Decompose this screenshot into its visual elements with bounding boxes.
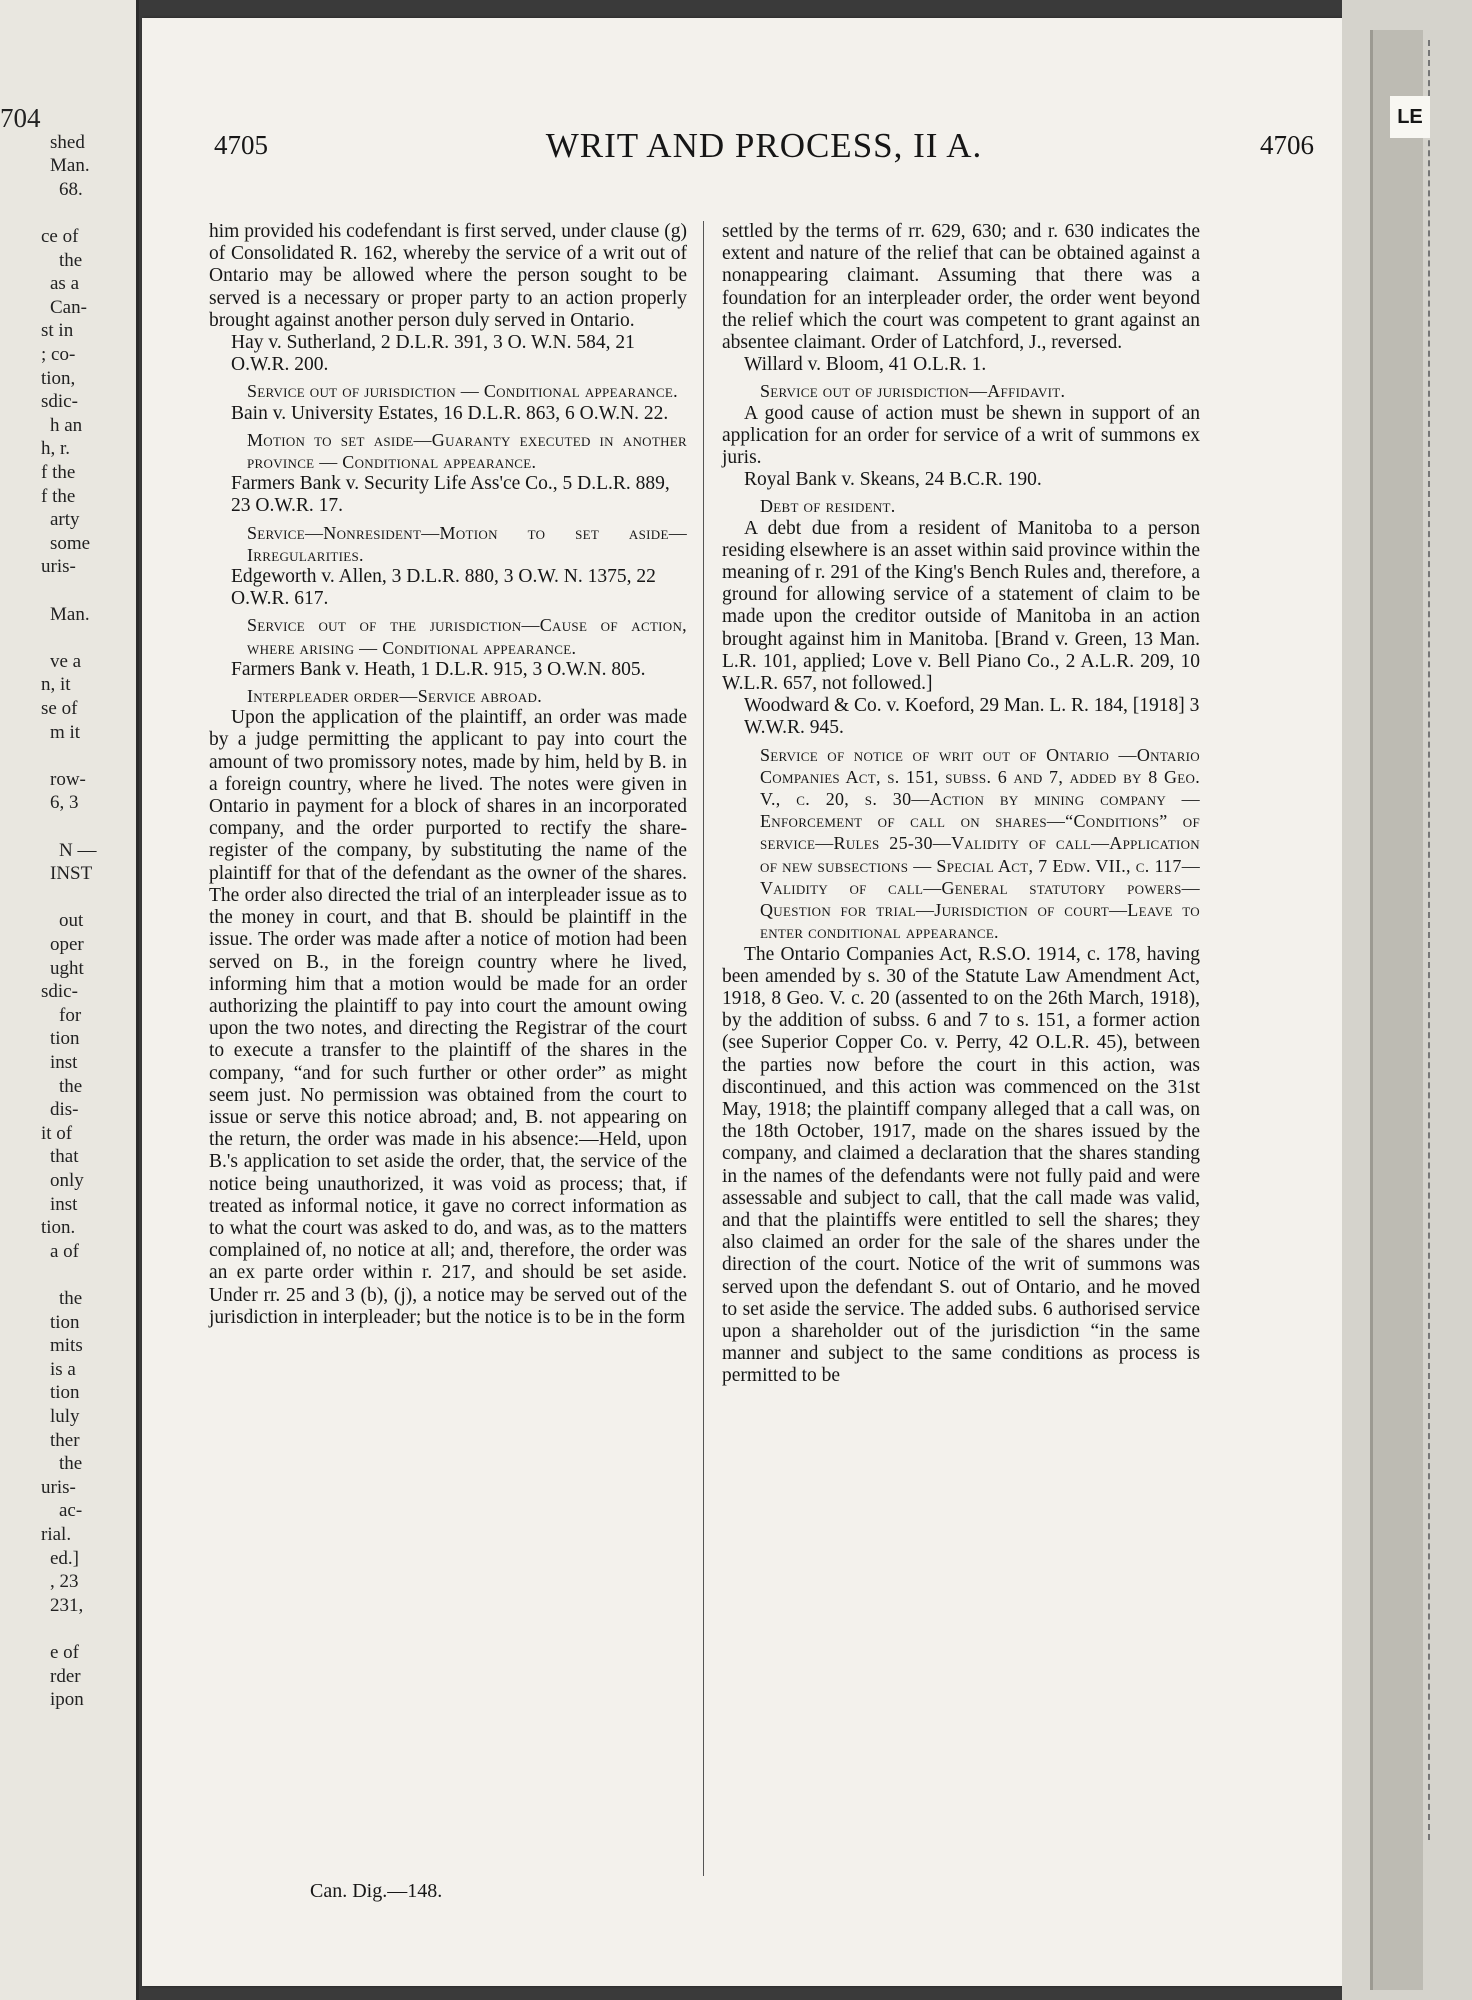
sliver-text: the xyxy=(59,1453,83,1475)
paragraph: Upon the application of the plaintiff, an order was made by a judge permitting the applicant to pay into court the amount of two promissory notes, made by him, held by B. in a foreign country, where he lived. The notes were given in Ontario in payment for a block of shares in an incorporated company, and the order purported to rectify the share-register of the company, by substituting the name of the plaintiff for that of the defendant as the owner of the shares. The order also directed the trial of an interpleader issue as to the money in court, and that B. should be plaintiff in the issue. The order was made after a notice of motion had been served on B., in the foreign country where he lived, informing him that a motion would be made for an order authorizing the plaintiff to pay into court the amount owing upon the two notes, and directing the Registrar of the court to execute a transfer to the plaintiff of the shares in the company, “and for such further or other order” as might seem just. No permission was obtained from the court to issue or serve this notice abroad; and, B. not appearing on the return, the order was made in his absence:—Held, upon B.'s application to set aside the order, that, the service of the notice being unauthorized, it was void as process; that, if treated as informal notice, it gave no correct information as to what the court was asked to do, and was, as to the matters complained of, no notice at all; and, therefore, the order was an ex parte order within r. 217, and should be set aside. Under rr. 25 and 3 (b), (j), a notice may be served out of the jurisdiction in interpleader; but the notice is to be in the form xyxy=(209,707,687,1328)
sliver-text: is a xyxy=(50,1358,76,1380)
sliver-text: inst xyxy=(50,1052,78,1073)
paragraph: settled by the terms of rr. 629, 630; and r. 630 indicates the extent and nature of the relief that can be obtained against a nonappearing claimant. Assuming that there was a foundation for an interpleader order, the order went beyond the relief which the court was competent to grant against an absentee claimant. Order of Latchford, J., reversed. xyxy=(722,221,1200,354)
sliver-text: h an xyxy=(50,414,83,436)
sliver-text: inst xyxy=(50,1193,78,1215)
sliver-text: sdic- xyxy=(41,391,78,413)
page-edge xyxy=(1370,30,1423,1990)
section-heading: Service out of jurisdiction—Affidavit. xyxy=(760,381,1066,402)
sliver-text: m it xyxy=(50,721,81,743)
case-citation: Royal Bank v. Skeans, 24 B.C.R. 190. xyxy=(744,469,1042,491)
sliver-text: e of xyxy=(50,1642,80,1663)
case-citation: Bain v. University Estates, 16 D.L.R. 863, 6 O.W.N. 22. xyxy=(231,402,669,424)
sliver-text: tion xyxy=(50,1382,80,1404)
sliver-text: as a xyxy=(50,273,80,295)
running-title: WRIT AND PROCESS, II A. xyxy=(545,126,983,165)
sliver-text: ther xyxy=(50,1429,80,1451)
sliver-text: a of xyxy=(50,1240,80,1262)
sliver-text: f the xyxy=(41,462,76,483)
sliver-text: , 23 xyxy=(50,1571,79,1593)
section-heading: Service—Nonresident—Motion to set aside—Irregularities. xyxy=(247,522,687,565)
sliver-text: ; co- xyxy=(41,344,76,365)
sliver-text: Man. xyxy=(50,155,90,177)
case-citation: Edgeworth v. Allen, 3 D.L.R. 880, 3 O.W. N. 1375, 22 O.W.R. 617. xyxy=(231,566,656,610)
sliver-text: ught xyxy=(50,957,84,979)
sliver-text: oper xyxy=(50,934,84,955)
adjacent-page-sliver xyxy=(0,0,139,2000)
case-citation: Farmers Bank v. Security Life Ass'ce Co., 5 D.L.R. 889, 23 O.W.R. 17. xyxy=(231,473,670,517)
sliver-text: for xyxy=(59,1004,82,1026)
section-heading: Service out of the jurisdiction—Cause of action, where arising — Conditional appearance. xyxy=(247,615,687,658)
sliver-text: n, it xyxy=(41,674,71,696)
sliver-text: only xyxy=(50,1170,84,1191)
sliver-text: 68. xyxy=(59,178,83,200)
thumb-index-tab: LE xyxy=(1390,96,1430,138)
right-page-number: 4706 xyxy=(1260,130,1314,160)
sliver-text: Man. xyxy=(50,603,90,625)
sliver-text: h, r. xyxy=(41,438,71,460)
page-header xyxy=(214,126,1314,170)
right-column xyxy=(722,221,1200,1388)
sliver-text: se of xyxy=(41,698,78,719)
section-heading: Interpleader order—Service abroad. xyxy=(247,686,542,707)
sliver-text: 231, xyxy=(50,1594,84,1616)
sliver-text: the xyxy=(59,249,83,271)
sliver-text: st in xyxy=(41,320,74,342)
sliver-text: 6, 3 xyxy=(50,792,79,814)
sliver-text: the xyxy=(59,1288,83,1309)
book-page xyxy=(142,18,1342,1986)
sliver-text: row- xyxy=(50,768,86,790)
sliver-text: dis- xyxy=(50,1099,79,1121)
sliver-text: tion xyxy=(50,1028,80,1050)
edge-mark xyxy=(1428,40,1436,1840)
sliver-text: mits xyxy=(50,1335,83,1357)
sliver-text: Can- xyxy=(50,296,87,318)
sliver-text: ac- xyxy=(59,1500,83,1522)
case-citation: Willard v. Bloom, 41 O.L.R. 1. xyxy=(744,354,987,376)
sliver-text: out xyxy=(59,910,84,932)
section-heading: Debt of resident. xyxy=(760,496,896,517)
section-heading: Service of notice of writ out of Ontario —Ontario Companies Act, s. 151, subss. 6 and 7, added by 8 Geo. V., c. 20, s. 30—Action by mining company — Enforcement of call on shares—“Conditions” of service—Rules 25-30—Validity of call—Application of new subsections — Special Act, 7 Edw. VII., c. 117—Validity of call—General statutory powers—Question for trial—Jurisdiction of court—Leave to enter conditional appearance. xyxy=(760,744,1200,943)
sliver-text: uris- xyxy=(41,556,76,578)
sliver-text: some xyxy=(50,532,91,554)
sliver-text: rder xyxy=(50,1665,81,1687)
sliver-text: the xyxy=(59,1075,83,1097)
page-footer: Can. Dig.—148. xyxy=(310,1880,443,1902)
sliver-text: INST xyxy=(50,863,93,885)
sliver-text: ed.] xyxy=(50,1547,80,1569)
sliver-text: N — xyxy=(59,839,97,861)
sliver-text: 704 xyxy=(0,103,41,133)
sliver-text: it of xyxy=(41,1122,73,1144)
paragraph: him provided his codefendant is first served, under clause (g) of Consolidated R. 162, whereby the service of a writ out of Ontario may be allowed where the person sought to be served is a necessary or proper party to an action properly brought against another person duly served in Ontario. xyxy=(209,221,687,331)
sliver-text: shed xyxy=(50,131,85,153)
book-edge xyxy=(1342,0,1472,2000)
case-citation: Farmers Bank v. Heath, 1 D.L.R. 915, 3 O.W.N. 805. xyxy=(231,658,646,680)
paragraph: A debt due from a resident of Manitoba to a person residing elsewhere is an asset within said province within the meaning of r. 291 of the King's Bench Rules and, therefore, a ground for allowing service of a statement of claim to be made upon the creditor outside of Manitoba in an action brought against him in Manitoba. [Brand v. Green, 13 Man. L.R. 101, applied; Love v. Bell Piano Co., 2 A.L.R. 209, 10 W.L.R. 657, not followed.] xyxy=(722,517,1200,695)
sliver-text: arty xyxy=(50,509,80,531)
sliver-text: f the xyxy=(41,485,76,507)
sliver-text: uris- xyxy=(41,1476,76,1498)
section-heading: Service out of jurisdiction — Conditional appearance. xyxy=(247,381,678,402)
column-divider xyxy=(703,221,704,1876)
sliver-text: tion xyxy=(50,1311,80,1333)
sliver-text: rial. xyxy=(41,1524,72,1545)
sliver-text: luly xyxy=(50,1406,80,1427)
case-citation: Hay v. Sutherland, 2 D.L.R. 391, 3 O. W.N. 584, 21 O.W.R. 200. xyxy=(231,332,635,376)
case-citation: Woodward & Co. v. Koeford, 29 Man. L. R. 184, [1918] 3 W.W.R. 945. xyxy=(744,695,1200,739)
left-page-number: 4705 xyxy=(214,130,268,160)
paragraph: The Ontario Companies Act, R.S.O. 1914, c. 178, having been amended by s. 30 of the Statute Law Amendment Act, 1918, 8 Geo. V. c. 20 (assented to on the 26th March, 1918), by the addition of subss. 6 and 7 to s. 151, a former action (see Superior Copper Co. v. Perry, 42 O.L.R. 45), between the parties now before the court in this action, was discontinued, and this action was commenced on the 31st May, 1918; the plaintiff company alleged that a call was, on the 18th October, 1917, made on the shares issued by the company, and claimed a declaration that the shares standing in the names of the defendants were not fully paid and were assessable and subject to call, that the call made was valid, and that the plaintiffs were entitled to sell the shares; they also claimed an order for the sale of the shares under the direction of the court. Notice of the writ of summons was served upon the defendant S. out of Ontario, and he moved to set aside the service. The added subs. 6 authorised service upon a shareholder out of the jurisdiction “in the same manner and subject to the same conditions as process is permitted to be xyxy=(722,943,1200,1387)
sliver-text: tion, xyxy=(41,367,76,389)
sliver-text: ve a xyxy=(50,650,82,672)
paragraph: A good cause of action must be shewn in support of an application for an order for service of a writ of summons ex juris. xyxy=(722,402,1200,469)
sliver-text: ipon xyxy=(50,1689,84,1711)
sliver-text: sdic- xyxy=(41,981,78,1003)
left-column xyxy=(209,221,687,1329)
section-heading: Motion to set aside—Guaranty executed in another province — Conditional appearance. xyxy=(247,429,687,473)
sliver-text: ce of xyxy=(41,226,79,247)
sliver-text: that xyxy=(50,1146,79,1168)
sliver-text: tion. xyxy=(41,1217,76,1239)
